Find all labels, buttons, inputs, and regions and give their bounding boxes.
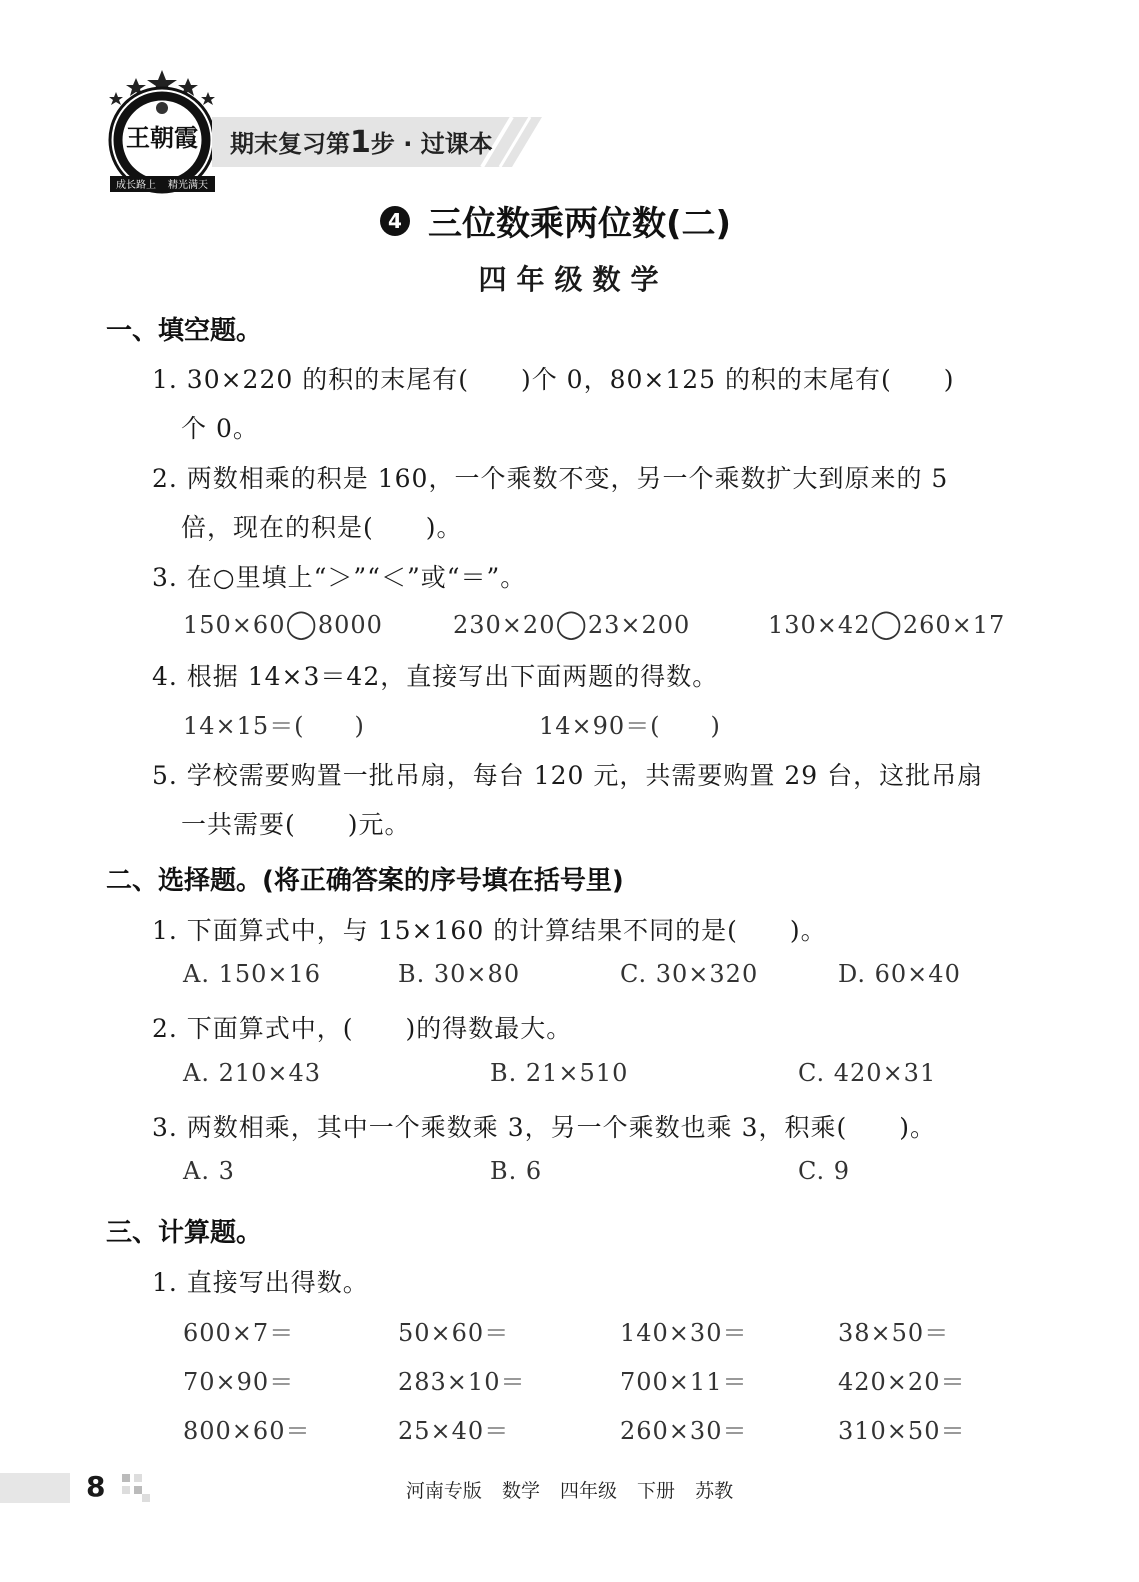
- option-c[interactable]: C. 420×31: [798, 1059, 937, 1087]
- compare-circle[interactable]: ◯: [870, 607, 903, 640]
- calc-item: 800×60＝: [183, 1417, 311, 1445]
- s2-q1: 1. 下面算式中，与 15×160 的计算结果不同的是( )。: [152, 916, 827, 945]
- option-b[interactable]: B. 21×510: [490, 1059, 629, 1087]
- section-1-heading: 一、填空题。: [106, 316, 263, 346]
- s1-q2-line2: 倍，现在的积是( )。: [181, 513, 463, 542]
- s1-q4-item: 14×90＝( ): [539, 712, 721, 740]
- compare-circle[interactable]: ◯: [285, 607, 318, 640]
- compare-item: 150×60◯8000: [183, 607, 383, 640]
- calc-item: 25×40＝: [398, 1417, 510, 1445]
- page-subtitle: 四年级数学: [478, 263, 669, 296]
- calc-item: 260×30＝: [620, 1417, 748, 1445]
- option-a[interactable]: A. 210×43: [183, 1059, 322, 1087]
- s1-q4-item: 14×15＝( ): [183, 712, 365, 740]
- s1-q2-line1: 2. 两数相乘的积是 160，一个乘数不变，另一个乘数扩大到原来的 5: [152, 464, 949, 493]
- option-a[interactable]: A. 150×16: [183, 960, 322, 988]
- title-text: 三位数乘两位数(二): [428, 204, 732, 244]
- wangzhaoxia-logo: [100, 68, 225, 198]
- option-d[interactable]: D. 60×40: [838, 960, 961, 988]
- page-title: [380, 196, 731, 245]
- compare-item: 230×20◯23×200: [453, 607, 691, 640]
- s2-q2: 2. 下面算式中，( )的得数最大。: [152, 1014, 573, 1043]
- s3-q1: 1. 直接写出得数。: [152, 1268, 369, 1297]
- calc-item: 600×7＝: [183, 1319, 295, 1347]
- section-2-heading: 二、选择题。(将正确答案的序号填在括号里): [106, 866, 624, 896]
- s1-q1-line2: 个 0。: [181, 414, 259, 443]
- s1-q1-line1: 1. 30×220 的积的末尾有( )个 0，80×125 的积的末尾有( ): [152, 365, 955, 394]
- svg-text:成长路上: 成长路上: [116, 180, 156, 191]
- calc-item: 310×50＝: [838, 1417, 966, 1445]
- option-a[interactable]: A. 3: [183, 1157, 235, 1185]
- s1-q5-line1: 5. 学校需要购置一批吊扇，每台 120 元，共需要购置 29 台，这批吊扇: [152, 761, 984, 790]
- option-b[interactable]: B. 6: [490, 1157, 543, 1185]
- calc-item: 38×50＝: [838, 1319, 950, 1347]
- s2-q3: 3. 两数相乘，其中一个乘数乘 3，另一个乘数也乘 3，积乘( )。: [152, 1113, 937, 1142]
- calc-item: 283×10＝: [398, 1368, 526, 1396]
- section-3-heading: 三、计算题。: [106, 1218, 263, 1248]
- footer-info: 河南专版 数学 四年级 下册 苏教: [405, 1480, 734, 1502]
- svg-text:王朝霞: 王朝霞: [126, 123, 198, 152]
- header-banner-text: 期末复习第1步 · 过课本: [230, 125, 493, 160]
- s1-q5-line2: 一共需要( )元。: [181, 810, 411, 839]
- option-c[interactable]: C. 9: [798, 1157, 851, 1185]
- calc-item: 70×90＝: [183, 1368, 295, 1396]
- calc-item: 50×60＝: [398, 1319, 510, 1347]
- s1-q3-line1: 3. 在○里填上“＞”“＜”或“＝”。: [152, 563, 527, 592]
- s1-q4-line1: 4. 根据 14×3＝42，直接写出下面两题的得数。: [152, 662, 719, 691]
- calc-item: 700×11＝: [620, 1368, 748, 1396]
- option-c[interactable]: C. 30×320: [620, 960, 759, 988]
- option-b[interactable]: B. 30×80: [398, 960, 521, 988]
- unit-number-badge: 4: [380, 206, 410, 236]
- compare-item: 130×42◯260×17: [768, 607, 1006, 640]
- page-number: 8: [86, 1470, 106, 1503]
- calc-item: 420×20＝: [838, 1368, 966, 1396]
- svg-text:精光满天: 精光满天: [168, 180, 208, 191]
- compare-circle[interactable]: ◯: [555, 607, 588, 640]
- calc-item: 140×30＝: [620, 1319, 748, 1347]
